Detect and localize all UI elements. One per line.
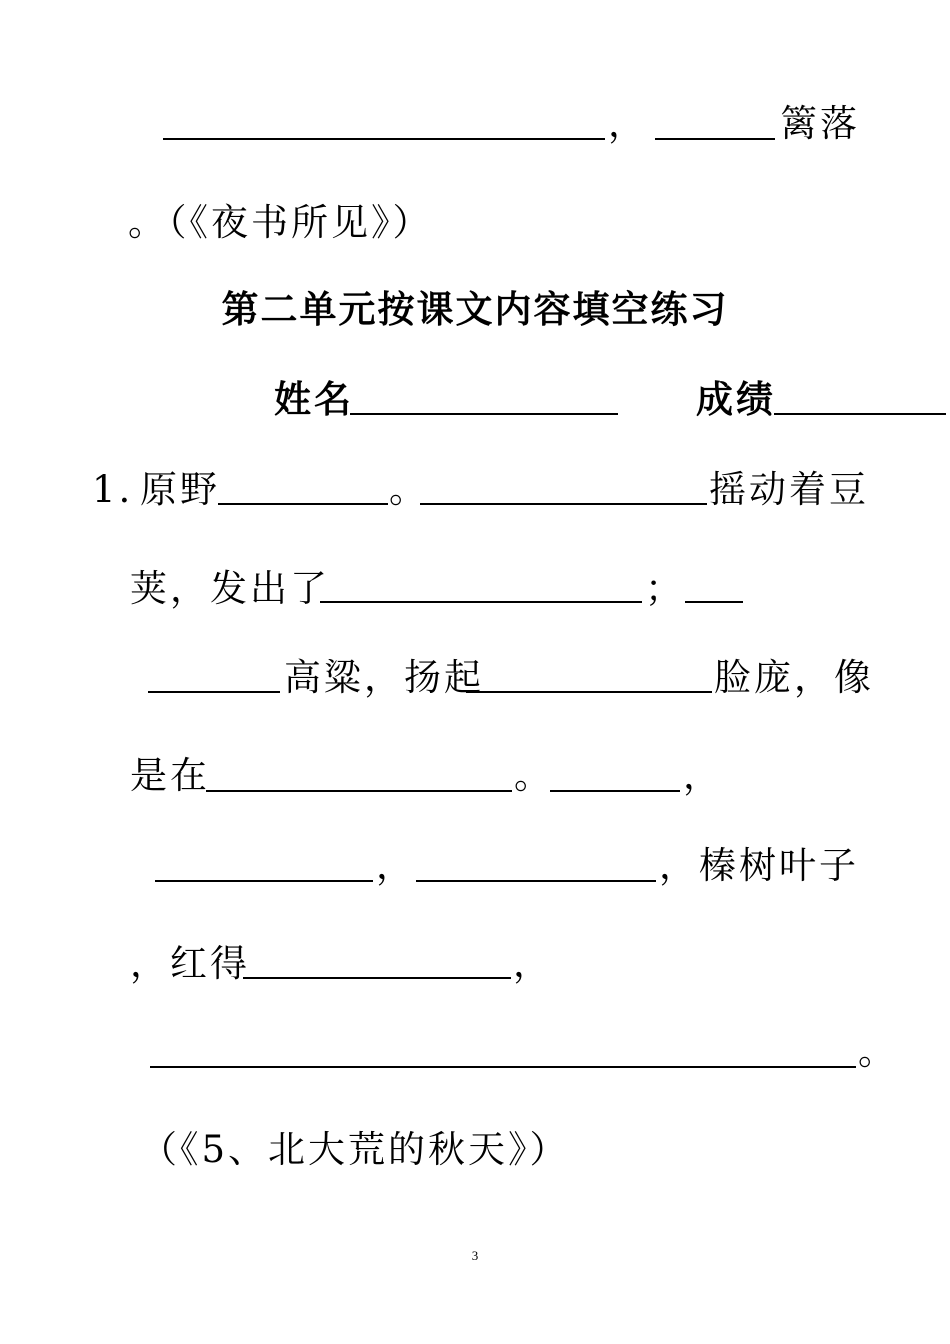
blank-q1-5[interactable]	[466, 691, 712, 693]
blank-q1-9[interactable]	[416, 880, 656, 882]
q1-text-1b: 。	[389, 468, 429, 511]
blank-q1-4a[interactable]	[685, 601, 743, 603]
blank-q1-6[interactable]	[206, 790, 512, 792]
score-label: 成绩	[696, 378, 776, 421]
q1-text-3a: 高粱，扬起	[284, 656, 484, 699]
name-label: 姓名	[274, 378, 354, 421]
q1-text-7-end: 。	[858, 1030, 898, 1073]
q1-text-2a: 荚，发出了	[130, 567, 330, 610]
blank-q1-2[interactable]	[420, 503, 707, 505]
q1-text-3b: 脸庞，像	[714, 656, 874, 699]
name-field[interactable]	[350, 413, 618, 415]
q1-text-4a: 是在	[130, 754, 210, 797]
blank-q1-11[interactable]	[150, 1066, 856, 1068]
blank-q1-8[interactable]	[155, 880, 373, 882]
score-field[interactable]	[774, 413, 946, 415]
q1-text-1a: 原野	[140, 468, 220, 511]
q1-text-6a: ，红得	[130, 942, 250, 985]
q1-text-5b: ，榛树叶子	[659, 844, 859, 887]
blank-q1-10[interactable]	[243, 977, 511, 979]
page-number: 3	[471, 1248, 479, 1263]
blank-carry-2[interactable]	[655, 138, 775, 140]
q1-text-2b: ；	[645, 567, 685, 610]
q1-text-4b: 。	[514, 754, 554, 797]
carry-fence: 篱落	[780, 102, 860, 145]
carry-comma: ，	[608, 102, 648, 145]
blank-q1-4b[interactable]	[148, 691, 280, 693]
q1-text-6b: ，	[513, 942, 553, 985]
q1-text-4c: ，	[683, 754, 723, 797]
q1-source: （《5、北大荒的秋天》）	[140, 1128, 570, 1171]
blank-q1-7[interactable]	[550, 790, 680, 792]
blank-q1-3[interactable]	[320, 601, 642, 603]
q1-text-5a: ，	[376, 844, 416, 887]
q1-text-1c: 摇动着豆	[709, 468, 869, 511]
section-title: 第二单元按课文内容填空练习	[221, 288, 729, 331]
carry-source: 。（《夜书所见》）	[128, 201, 433, 244]
blank-q1-1[interactable]	[218, 503, 388, 505]
blank-carry-1[interactable]	[163, 138, 605, 140]
q1-number: 1.	[92, 468, 134, 511]
